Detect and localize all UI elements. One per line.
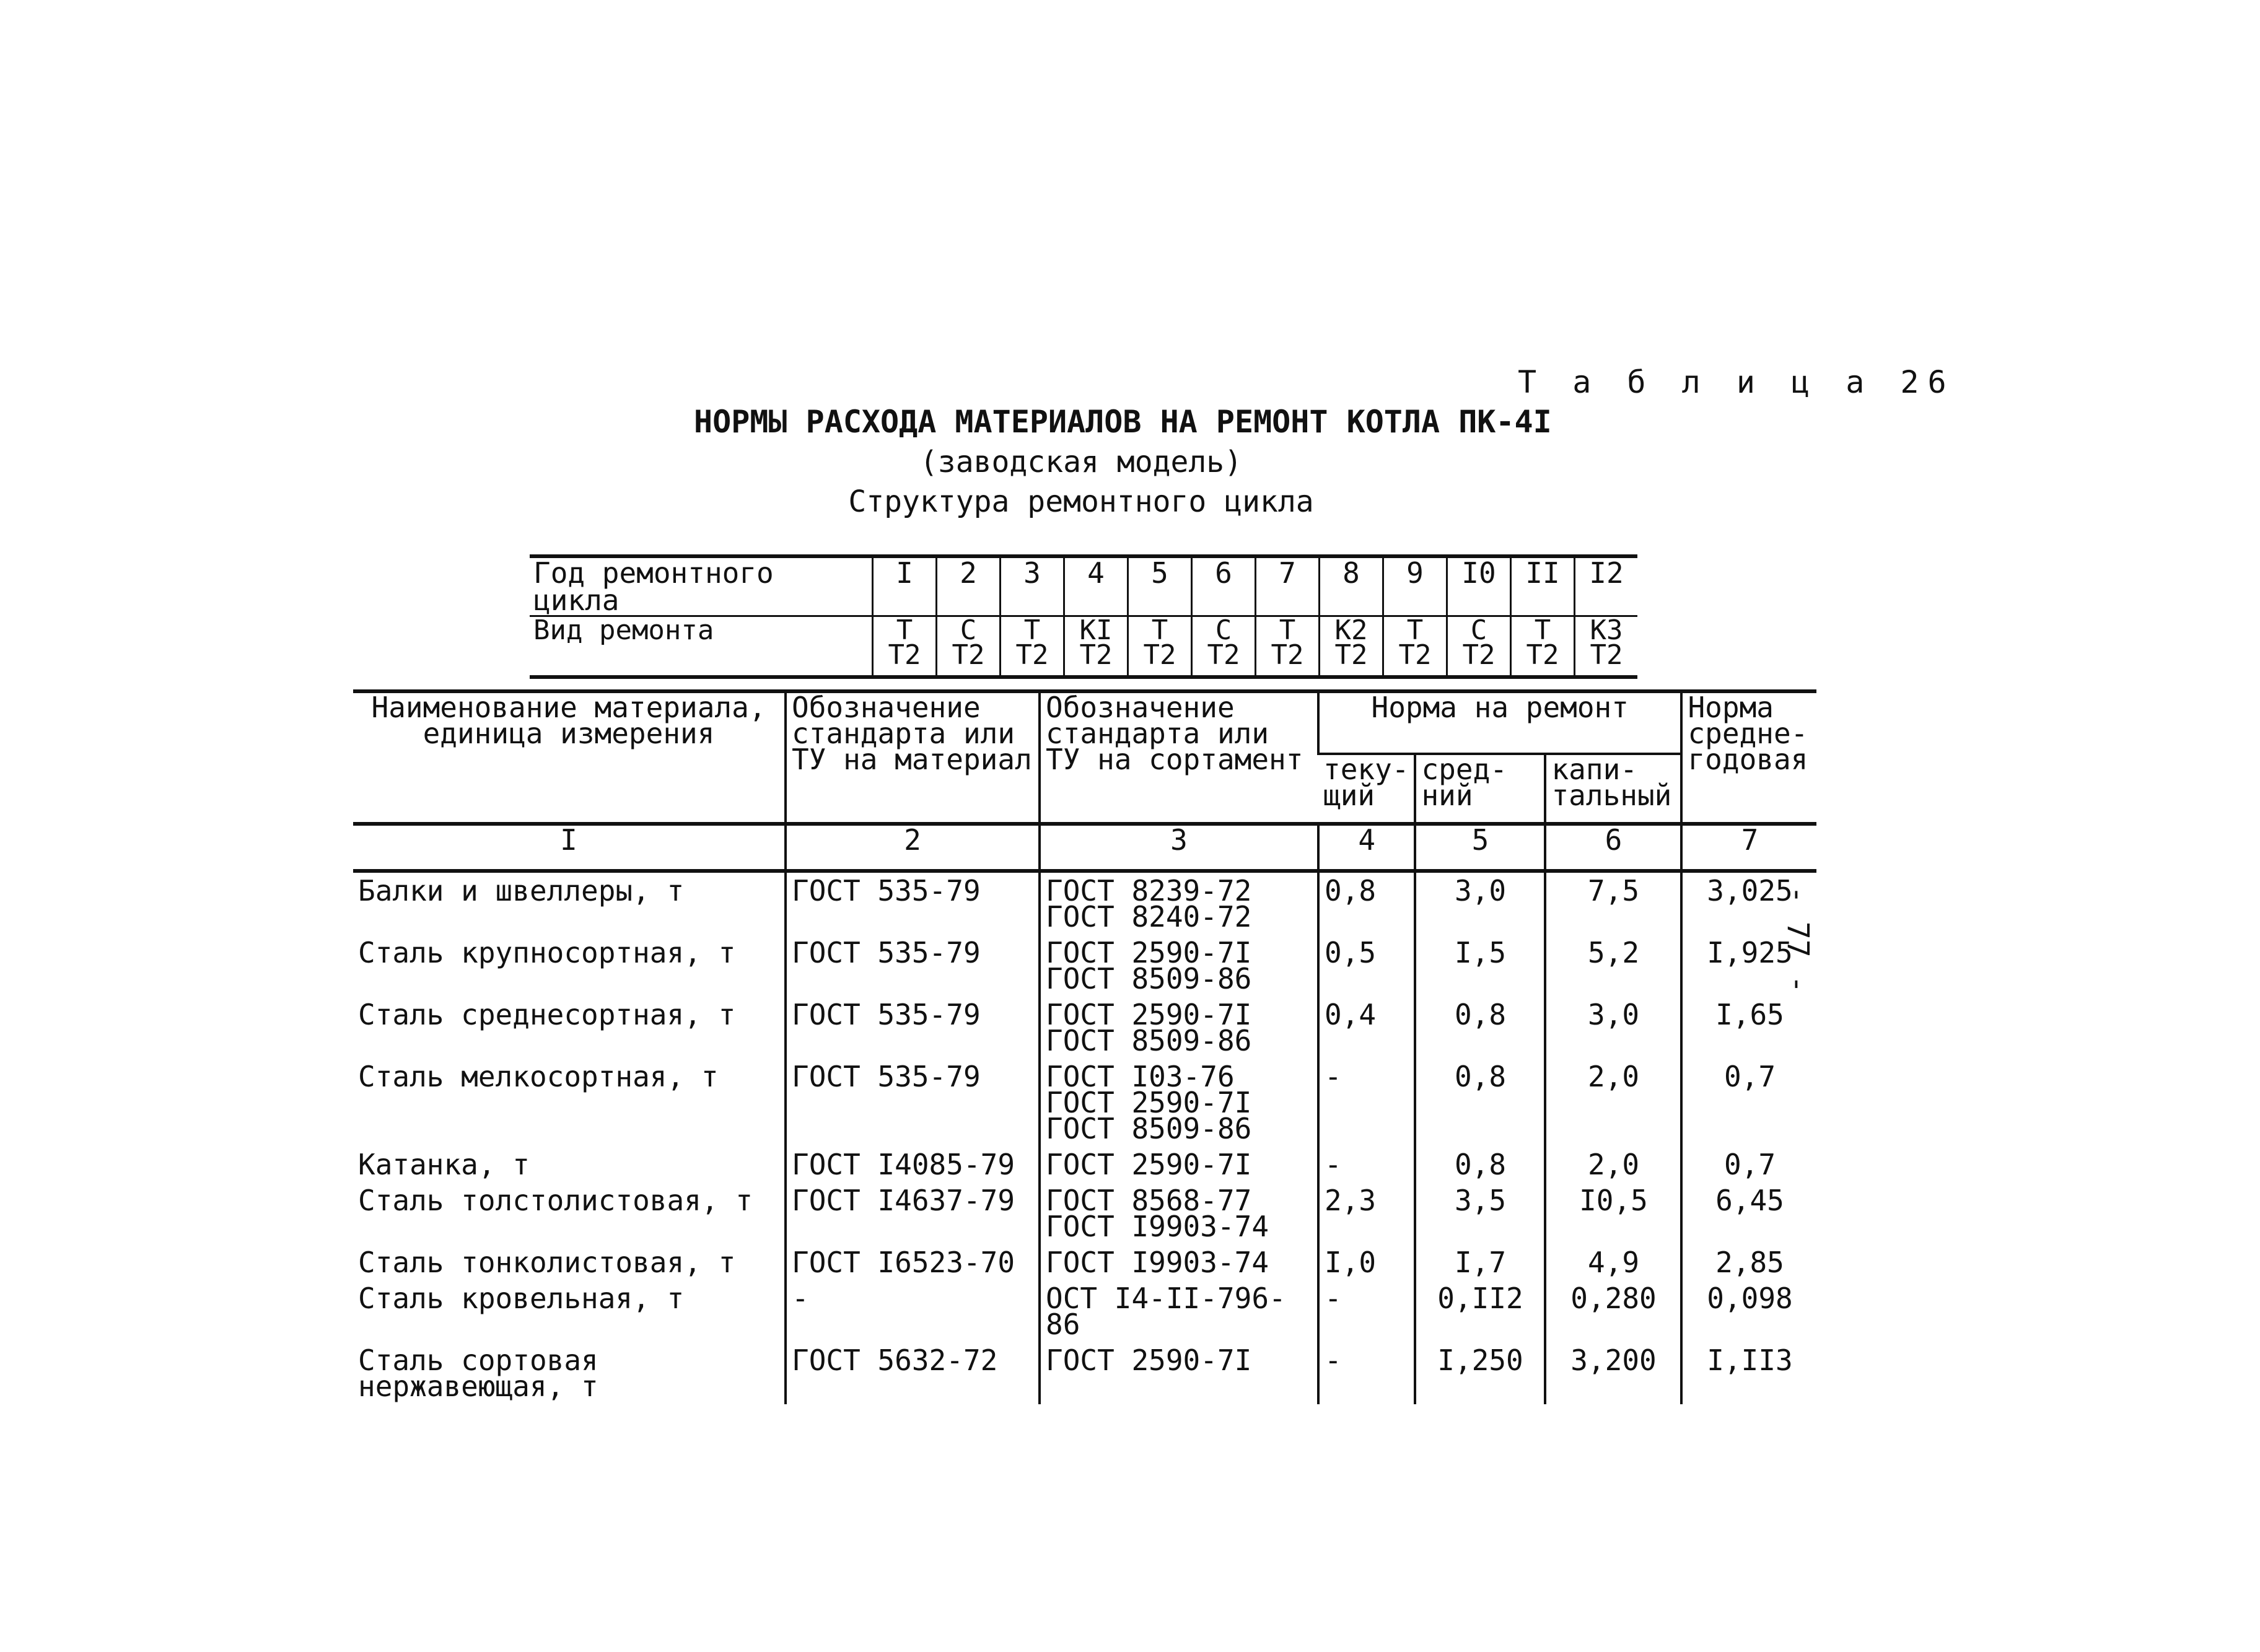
norm-medium-cell: 3,0 [1415,871,1545,935]
col-header-name: Наименование материала, единица измерения [371,691,766,750]
cycle-repair-code: Т2 [1207,639,1240,671]
cycle-repair-code: Т2 [1143,639,1176,671]
norm-annual-cell: I,II3 [1681,1342,1816,1404]
header-row [353,691,1816,754]
std-material-cell: ГОСТ I6523-70 [786,1244,1040,1280]
norm-capital-cell: 2,0 [1545,1147,1681,1182]
cycle-repair-cell [1128,616,1192,678]
column-number: I [353,824,786,871]
assortment-line: ГОСТ 8239-72 [1046,874,1252,907]
norm-annual-cell: I,925 [1681,935,1816,997]
norm-capital-cell: 3,0 [1545,997,1681,1059]
column-number: 5 [1415,824,1545,871]
assortment-line: ГОСТ 8568-77 [1046,1184,1252,1217]
table-row [353,1244,1816,1280]
norm-medium-cell: I,250 [1415,1342,1545,1404]
norm-medium-cell: 0,8 [1415,1147,1545,1182]
std-material-cell: ГОСТ 5632-72 [786,1342,1040,1404]
material-name-cell: Сталь мелкосортная, т [358,1060,719,1093]
norm-annual-cell: I,65 [1681,997,1816,1059]
table-row [353,1182,1816,1244]
repair-cycle-table [530,554,1637,679]
norm-capital-cell: I0,5 [1545,1182,1681,1244]
assortment-line: ГОСТ 8509-86 [1046,1024,1252,1057]
norm-annual-cell: 6,45 [1681,1182,1816,1244]
material-name-cell: Сталь кровельная, т [358,1282,685,1315]
cycle-repair-cell [1383,616,1447,678]
norm-capital-cell: 0,280 [1545,1280,1681,1342]
assortment-line: ГОСТ 2590-7I [1046,1344,1252,1377]
cycle-year-cell: 5 [1128,556,1192,616]
std-assortment-cell [1040,871,1318,935]
cycle-year-cell: I0 [1447,556,1511,616]
cycle-repair-cell [1064,616,1128,678]
cycle-repair-code: Т2 [1462,639,1496,671]
assortment-line: ГОСТ I9903-74 [1046,1210,1269,1243]
material-name-cell: Сталь крупносортная, т [358,936,736,969]
assortment-line: ГОСТ 8509-86 [1046,1112,1252,1145]
cycle-year-cell: I2 [1575,556,1638,616]
column-number-row [353,824,1816,871]
column-number: 2 [786,824,1040,871]
table-row [353,1147,1816,1182]
assortment-line: ГОСТ 2590-7I [1046,1086,1252,1119]
norm-medium-cell: I,7 [1415,1244,1545,1280]
assortment-line: ГОСТ 8509-86 [1046,962,1252,995]
material-name-cell: Сталь тонколистовая, т [358,1246,736,1279]
assortment-line: ГОСТ 8240-72 [1046,900,1252,933]
table-label: Т а б л и ц а 26 [1518,364,1955,400]
cycle-year-cell: 8 [1320,556,1383,616]
norm-annual-cell: 2,85 [1681,1244,1816,1280]
norm-current-cell: 2,3 [1318,1182,1415,1244]
material-name-cell: Катанка, т [358,1148,530,1181]
cycle-year-cell: 7 [1256,556,1320,616]
col-header-std-material: Обозначение стандарта или ТУ на материал [786,691,1040,824]
col-header-medium: сред- ний [1415,754,1545,824]
cycle-year-cell: 3 [1001,556,1064,616]
column-number: 6 [1545,824,1681,871]
table-row [353,1342,1816,1404]
cycle-repair-code: Т [1151,614,1168,646]
col-header-std-assortment: Обозначение стандарта или ТУ на сортамент [1040,691,1318,824]
std-material-cell: - [786,1280,1040,1342]
col-header-norm-repair: Норма на ремонт [1318,691,1681,754]
norm-medium-cell: 0,8 [1415,997,1545,1059]
cycle-repair-code: С [1215,614,1232,646]
assortment-line: ГОСТ I9903-74 [1046,1246,1269,1279]
cycle-year-cell: 9 [1383,556,1447,616]
cycle-repair-cell [1320,616,1383,678]
cycle-repair-code: Т2 [1398,639,1432,671]
norm-medium-cell: 3,5 [1415,1182,1545,1244]
repair-row [530,616,1637,678]
std-material-cell: ГОСТ 535-79 [786,997,1040,1059]
cycle-repair-code: Т [1023,614,1041,646]
cycle-repair-cell [1447,616,1511,678]
std-assortment-cell [1040,1342,1318,1404]
norm-current-cell: - [1318,1059,1415,1147]
assortment-line: ГОСТ I03-76 [1046,1060,1235,1093]
norm-annual-cell: 0,7 [1681,1059,1816,1147]
cycle-repair-code: КI [1079,614,1113,646]
norm-current-cell: - [1318,1147,1415,1182]
norm-current-cell: I,0 [1318,1244,1415,1280]
cycle-repair-code: Т2 [1526,639,1559,671]
cycle-repair-cell [1511,616,1575,678]
norm-capital-cell: 3,200 [1545,1342,1681,1404]
std-material-cell: ГОСТ 535-79 [786,935,1040,997]
norm-annual-cell: 0,098 [1681,1280,1816,1342]
norm-current-cell: - [1318,1280,1415,1342]
cycle-repair-code: Т [1406,614,1424,646]
cycle-repair-code: Т2 [1334,639,1368,671]
column-number: 4 [1318,824,1415,871]
cycle-repair-code: К3 [1590,614,1623,646]
cycle-year-cell: I [873,556,937,616]
std-assortment-cell [1040,1147,1318,1182]
norm-current-cell: - [1318,1342,1415,1404]
cycle-repair-code: Т [1534,614,1551,646]
cycle-repair-cell [873,616,937,678]
std-material-cell: ГОСТ 535-79 [786,871,1040,935]
norm-capital-cell: 5,2 [1545,935,1681,997]
std-assortment-cell [1040,1059,1318,1147]
cycle-year-cell: 2 [937,556,1001,616]
cycle-year-cell: 6 [1192,556,1256,616]
std-assortment-cell [1040,1182,1318,1244]
std-material-cell: ГОСТ I4637-79 [786,1182,1040,1244]
table-row [353,1280,1816,1342]
cycle-repair-code: Т2 [1015,639,1049,671]
table-row [353,997,1816,1059]
norm-medium-cell: 0,II2 [1415,1280,1545,1342]
col-header-current: теку- щий [1318,754,1415,824]
cycle-repair-cell [1001,616,1064,678]
cycle-repair-code: Т2 [952,639,985,671]
cycle-repair-cell [1256,616,1320,678]
cycle-repair-cell [1192,616,1256,678]
norm-current-cell: 0,4 [1318,997,1415,1059]
page-number: - 77 - [1780,886,1815,994]
norm-current-cell: 0,8 [1318,871,1415,935]
cycle-repair-code: Т2 [1079,639,1113,671]
cycle-repair-code: Т2 [1271,639,1304,671]
std-assortment-cell [1040,1280,1318,1342]
norm-annual-cell: 0,7 [1681,1147,1816,1182]
assortment-line: ГОСТ 2590-7I [1046,1148,1252,1181]
norm-capital-cell: 2,0 [1545,1059,1681,1147]
material-name-cell: Сталь сортовая нержавеющая, т [358,1344,598,1403]
page-subtitle: (заводская модель) [919,445,1243,479]
norm-current-cell: 0,5 [1318,935,1415,997]
column-number: 7 [1681,824,1816,871]
materials-table [353,689,1816,1404]
material-name-cell: Сталь среднесортная, т [358,998,736,1031]
table-row [353,935,1816,997]
norm-annual-cell: 3,025 [1681,871,1816,935]
norm-medium-cell: 0,8 [1415,1059,1545,1147]
year-row-label: Год ремонтного цикла [533,556,774,617]
cycle-repair-code: Т2 [888,639,921,671]
cycle-year-cell: 4 [1064,556,1128,616]
cycle-repair-cell [1575,616,1638,678]
std-material-cell: ГОСТ 535-79 [786,1059,1040,1147]
page-title: НОРМЫ РАСХОДА МАТЕРИАЛОВ НА РЕМОНТ КОТЛА ПК-4I [694,404,1552,440]
cycle-repair-code: Т [1279,614,1296,646]
table-row [353,1059,1816,1147]
std-assortment-cell [1040,935,1318,997]
std-material-cell: ГОСТ I4085-79 [786,1147,1040,1182]
year-row [530,556,1637,616]
repair-row-label: Вид ремонта [530,616,873,678]
cycle-repair-cell [937,616,1001,678]
assortment-line: ГОСТ 2590-7I [1046,998,1252,1031]
table-row [353,871,1816,935]
structure-title: Структура ремонтного цикла [848,484,1314,519]
cycle-repair-code: Т [896,614,913,646]
assortment-line: ГОСТ 2590-7I [1046,936,1252,969]
std-assortment-cell [1040,997,1318,1059]
col-header-capital: капи- тальный [1545,754,1681,824]
material-name-cell: Балки и швеллеры, т [358,874,685,907]
cycle-repair-code: К2 [1334,614,1368,646]
norm-capital-cell: 7,5 [1545,871,1681,935]
material-name-cell: Сталь толстолистовая, т [358,1184,753,1217]
norm-capital-cell: 4,9 [1545,1244,1681,1280]
col-header-annual: Норма средне- годовая [1681,691,1816,824]
cycle-year-cell: II [1511,556,1575,616]
norm-medium-cell: I,5 [1415,935,1545,997]
cycle-repair-code: С [960,614,977,646]
cycle-repair-code: Т2 [1590,639,1623,671]
std-assortment-cell [1040,1244,1318,1280]
cycle-repair-code: С [1470,614,1487,646]
assortment-line: ОСТ I4-II-796-86 [1046,1282,1286,1341]
column-number: 3 [1040,824,1318,871]
